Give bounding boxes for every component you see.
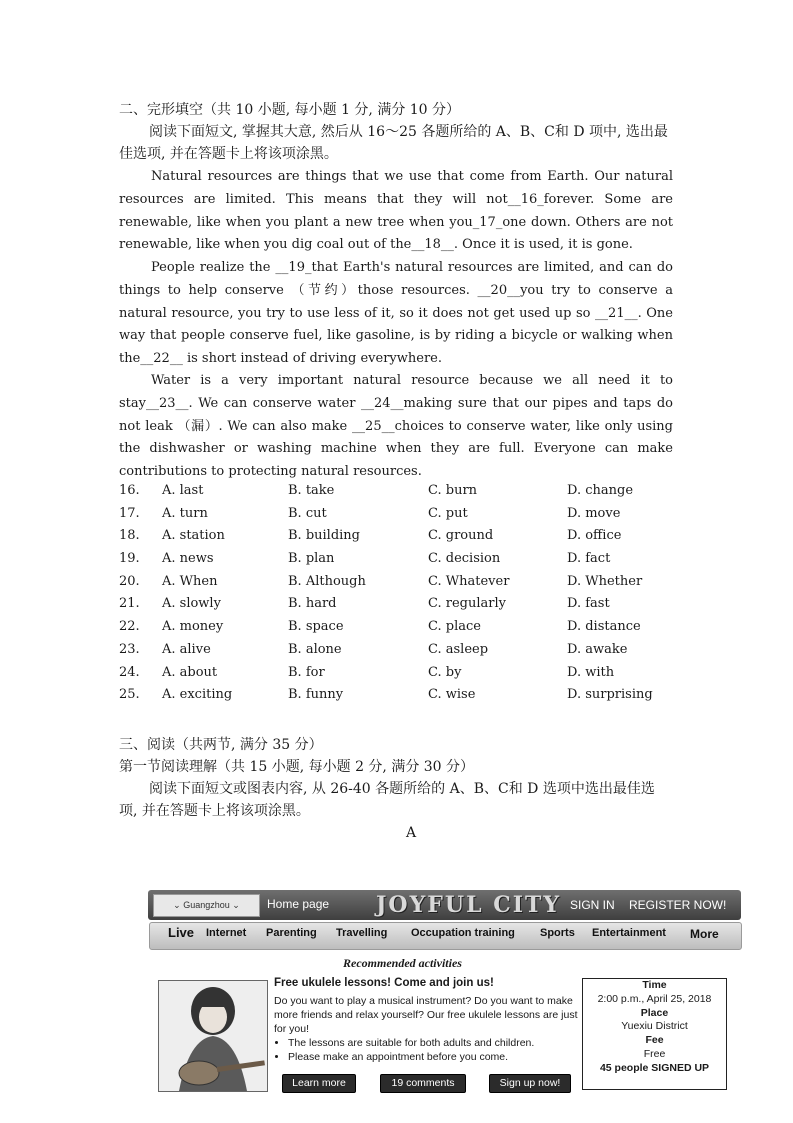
nav-occupation-training[interactable]: Occupation training (411, 927, 515, 939)
website-banner (148, 890, 741, 1096)
cloze-paragraph-3: Water is a very important natural resource because we all need it to stay__23__. We can conserve water __24__making sure that our pipes and taps do not leak （漏）. We can also make __25__choices to conserve water, like only using the dishwasher or washing machine when they are full. Everyone can make contributions to protecting natural resources. (119, 373, 673, 480)
fee-label: Fee (645, 1034, 664, 1047)
chevron-down-icon: ⌄ (229, 900, 240, 910)
nav-sports[interactable]: Sports (540, 927, 575, 939)
nav-bar (149, 922, 742, 950)
nav-entertainment[interactable]: Entertainment (592, 927, 666, 939)
lesson-description (274, 976, 579, 1064)
nav-internet[interactable]: Internet (206, 927, 247, 939)
sign-up-button[interactable]: Sign up now! (489, 1074, 571, 1093)
event-info-box (582, 978, 727, 1090)
passage-label: A (406, 825, 417, 841)
reading-instruction: 阅读下面短文或图表内容, 从 26-40 各题所给的 A、B、C和 D 选项中选出最佳选项, 并在答题卡上将该项涂黑。 (119, 781, 655, 819)
cloze-paragraph-2: People realize the __19_that Earth's natural resources are limited, and can do things to help conserve （节约）those resources. __20__you try to conserve a natural resource, you try to use less of it, so it does not get used up so __21__. One way that people conserve fuel, like gasoline, is by riding a bicycle or walking when the__22__ is short instead of driving everywhere. (119, 260, 673, 367)
place-label: Place (640, 1006, 669, 1019)
lesson-body: Do you want to play a musical instrument? Do you want to make more friends and relax yourself? Our free ukulele lessons are just for you! (274, 995, 578, 1035)
top-bar (148, 890, 741, 920)
option-row: 16. A. last B. take C. burn D. change (119, 483, 634, 498)
fee-value: Free (643, 1047, 666, 1060)
cloze-paragraph-1: Natural resources are things that we use that come from Earth. Our natural resources are limited. This means that they will not__16_forever. Some are renewable, like when you plant a new tree when you_17_one down. Others are not renewable, like when you dig coal out of the__18__. Once it is used, it is gone. (119, 169, 673, 253)
section-heading-cloze: 二、完形填空（共 10 小题, 每小题 1 分, 满分 10 分） (119, 102, 461, 118)
nav-live[interactable]: Live (168, 925, 195, 940)
option-row: 25. A. exciting B. funny C. wise D. surprising (119, 687, 653, 703)
time-label: Time (642, 979, 667, 991)
recommended-title: Recommended activities (343, 956, 462, 970)
chevron-down-icon: ⌄ (173, 900, 184, 910)
lesson-bullets (274, 1036, 579, 1064)
place-value: Yuexiu District (621, 1020, 688, 1033)
sign-in-link[interactable]: SIGN IN (570, 898, 615, 912)
city-select[interactable]: ⌄ Guangzhou ⌄ (153, 894, 260, 917)
subsection-heading: 第一节阅读理解（共 15 小题, 每小题 2 分, 满分 30 分） (119, 759, 475, 775)
ukulele-girl-photo (158, 980, 268, 1092)
lesson-bullet: • Please make an appointment before you come. (288, 1050, 579, 1064)
nav-more[interactable]: More (690, 927, 719, 941)
option-row: 18. A. station B. building C. ground D. office (119, 528, 622, 544)
option-row: 19. A. news B. plan C. decision D. fact (119, 551, 611, 567)
lesson-title: Free ukulele lessons! Come and join us! (274, 977, 494, 989)
register-link[interactable]: REGISTER NOW! (629, 898, 727, 912)
cloze-instruction: 阅读下面短文, 掌握其大意, 然后从 16～25 各题所给的 A、B、C和 D 项中, 选出最佳选项, 并在答题卡上将该项涂黑。 (119, 124, 668, 162)
nav-travelling[interactable]: Travelling (336, 927, 388, 939)
option-row: 21. A. slowly B. hard C. regularly D. fast (119, 596, 610, 612)
section-heading-reading: 三、阅读（共两节, 满分 35 分） (119, 737, 323, 753)
option-row: 23. A. alive B. alone C. asleep D. awake (119, 641, 628, 657)
option-row: 22. A. money B. space C. place D. distance (119, 619, 641, 635)
options-table (119, 483, 679, 710)
nav-parenting[interactable]: Parenting (266, 927, 317, 939)
learn-more-button[interactable]: Learn more (282, 1074, 356, 1093)
option-row: 20. A. When B. Although C. Whatever D. Whether (119, 573, 643, 589)
option-row: 17. A. turn B. cut C. put D. move (119, 505, 621, 521)
signed-up-count: 45 people SIGNED UP (599, 1061, 710, 1074)
time-value: 2:00 p.m., April 25, 2018 (597, 992, 712, 1005)
home-link[interactable]: Home page (267, 897, 330, 911)
option-row: 24. A. about B. for C. by D. with (119, 664, 615, 680)
lesson-bullet: • The lessons are suitable for both adults and children. (288, 1036, 579, 1050)
comments-button[interactable]: 19 comments (380, 1074, 466, 1093)
site-logo: JOYFUL CITY (376, 892, 562, 918)
